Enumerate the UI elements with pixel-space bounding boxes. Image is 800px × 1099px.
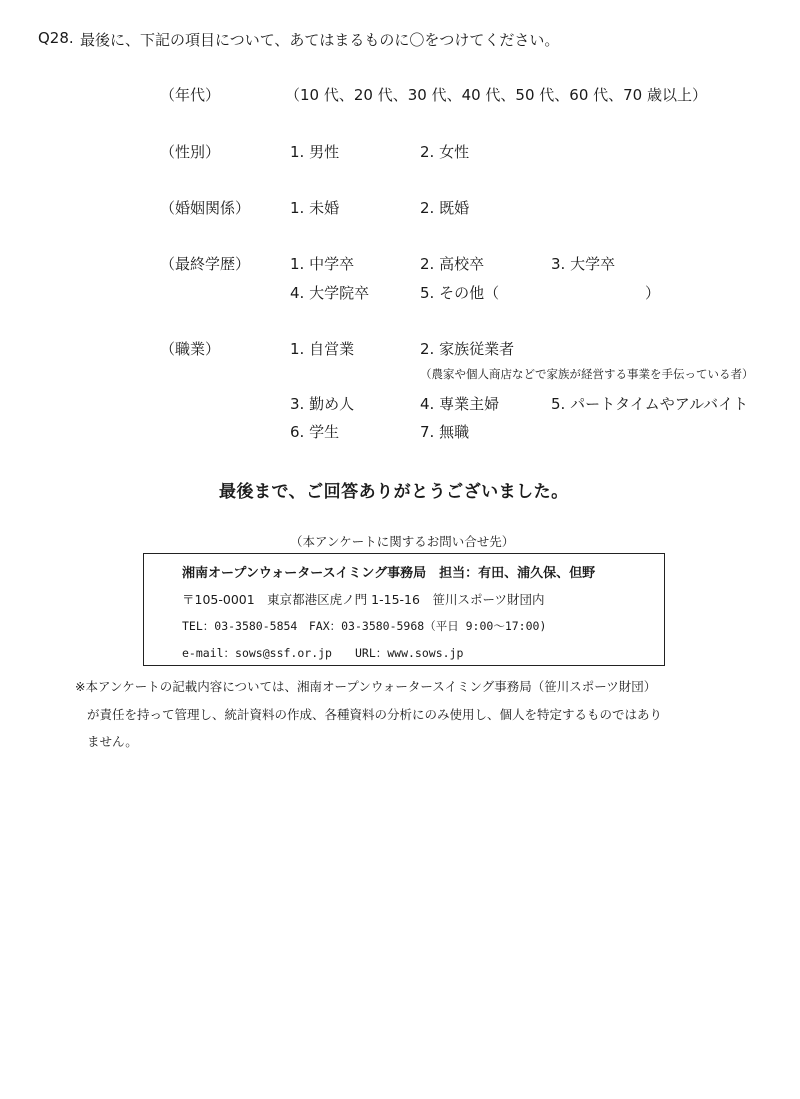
- occupation-option-homemaker[interactable]: 4. 専業主婦: [420, 395, 500, 413]
- education-option-other[interactable]: 5. その他（: [420, 284, 500, 302]
- gender-option-male[interactable]: 1. 男性: [290, 143, 340, 161]
- occupation-option-student[interactable]: 6. 学生: [290, 423, 340, 441]
- contact-box: [143, 553, 665, 666]
- question-text: 最後に、下記の項目について、あてはまるものに〇をつけてください。: [80, 31, 560, 49]
- marital-option-married[interactable]: 2. 既婚: [420, 199, 470, 217]
- education-label: （最終学歴）: [160, 255, 251, 273]
- occupation-family-worker-note: （農家や個人商店などで家族が経営する事業を手伝っている者）: [420, 367, 754, 381]
- footer-note-line3: ません。: [87, 734, 138, 749]
- education-option-junior-high[interactable]: 1. 中学卒: [290, 255, 355, 273]
- contact-office-line: 湘南オープンウォータースイミング事務局 担当：有田、浦久保、但野: [182, 566, 596, 581]
- gender-label: （性別）: [160, 143, 221, 161]
- thanks-message: 最後まで、ご回答ありがとうございました。: [219, 482, 569, 502]
- education-option-high-school[interactable]: 2. 高校卒: [420, 255, 485, 273]
- occupation-label: （職業）: [160, 340, 221, 358]
- marital-label: （婚姻関係）: [160, 199, 251, 217]
- occupation-option-self-employed[interactable]: 1. 自営業: [290, 340, 355, 358]
- contact-phone: TEL：03-3580-5854 FAX：03-3580-5968（平日 9:00～17:00): [182, 619, 547, 633]
- education-option-graduate[interactable]: 4. 大学院卒: [290, 284, 370, 302]
- occupation-option-unemployed[interactable]: 7. 無職: [420, 423, 470, 441]
- contact-address: 〒105-0001 東京都港区虎ノ門 1-15-16 笹川スポーツ財団内: [182, 592, 545, 607]
- question-number: Q28.: [38, 29, 74, 47]
- occupation-option-part-time[interactable]: 5. パートタイムやアルバイト: [551, 395, 749, 413]
- occupation-option-family-worker[interactable]: 2. 家族従業者: [420, 340, 515, 358]
- age-label: （年代）: [160, 86, 221, 104]
- occupation-option-employee[interactable]: 3. 勤め人: [290, 395, 355, 413]
- footer-note-line2: が責任を持って管理し、統計資料の作成、各種資料の分析にのみ使用し、個人を特定するものではあり: [87, 707, 663, 722]
- age-options[interactable]: （10 代、20 代、30 代、40 代、50 代、60 代、70 歳以上）: [285, 86, 707, 104]
- education-option-university[interactable]: 3. 大学卒: [551, 255, 616, 273]
- footer-note-line1: ※本アンケートの記載内容については、湘南オープンウォータースイミング事務局（笹川スポーツ財団）: [75, 679, 657, 694]
- education-other-close-paren: ）: [645, 284, 661, 302]
- gender-option-female[interactable]: 2. 女性: [420, 143, 470, 161]
- marital-option-single[interactable]: 1. 未婚: [290, 199, 340, 217]
- contact-caption: （本アンケートに関するお問い合せ先）: [290, 534, 515, 549]
- contact-email-url[interactable]: e-mail：sows@ssf.or.jp URL：www.sows.jp: [182, 646, 464, 660]
